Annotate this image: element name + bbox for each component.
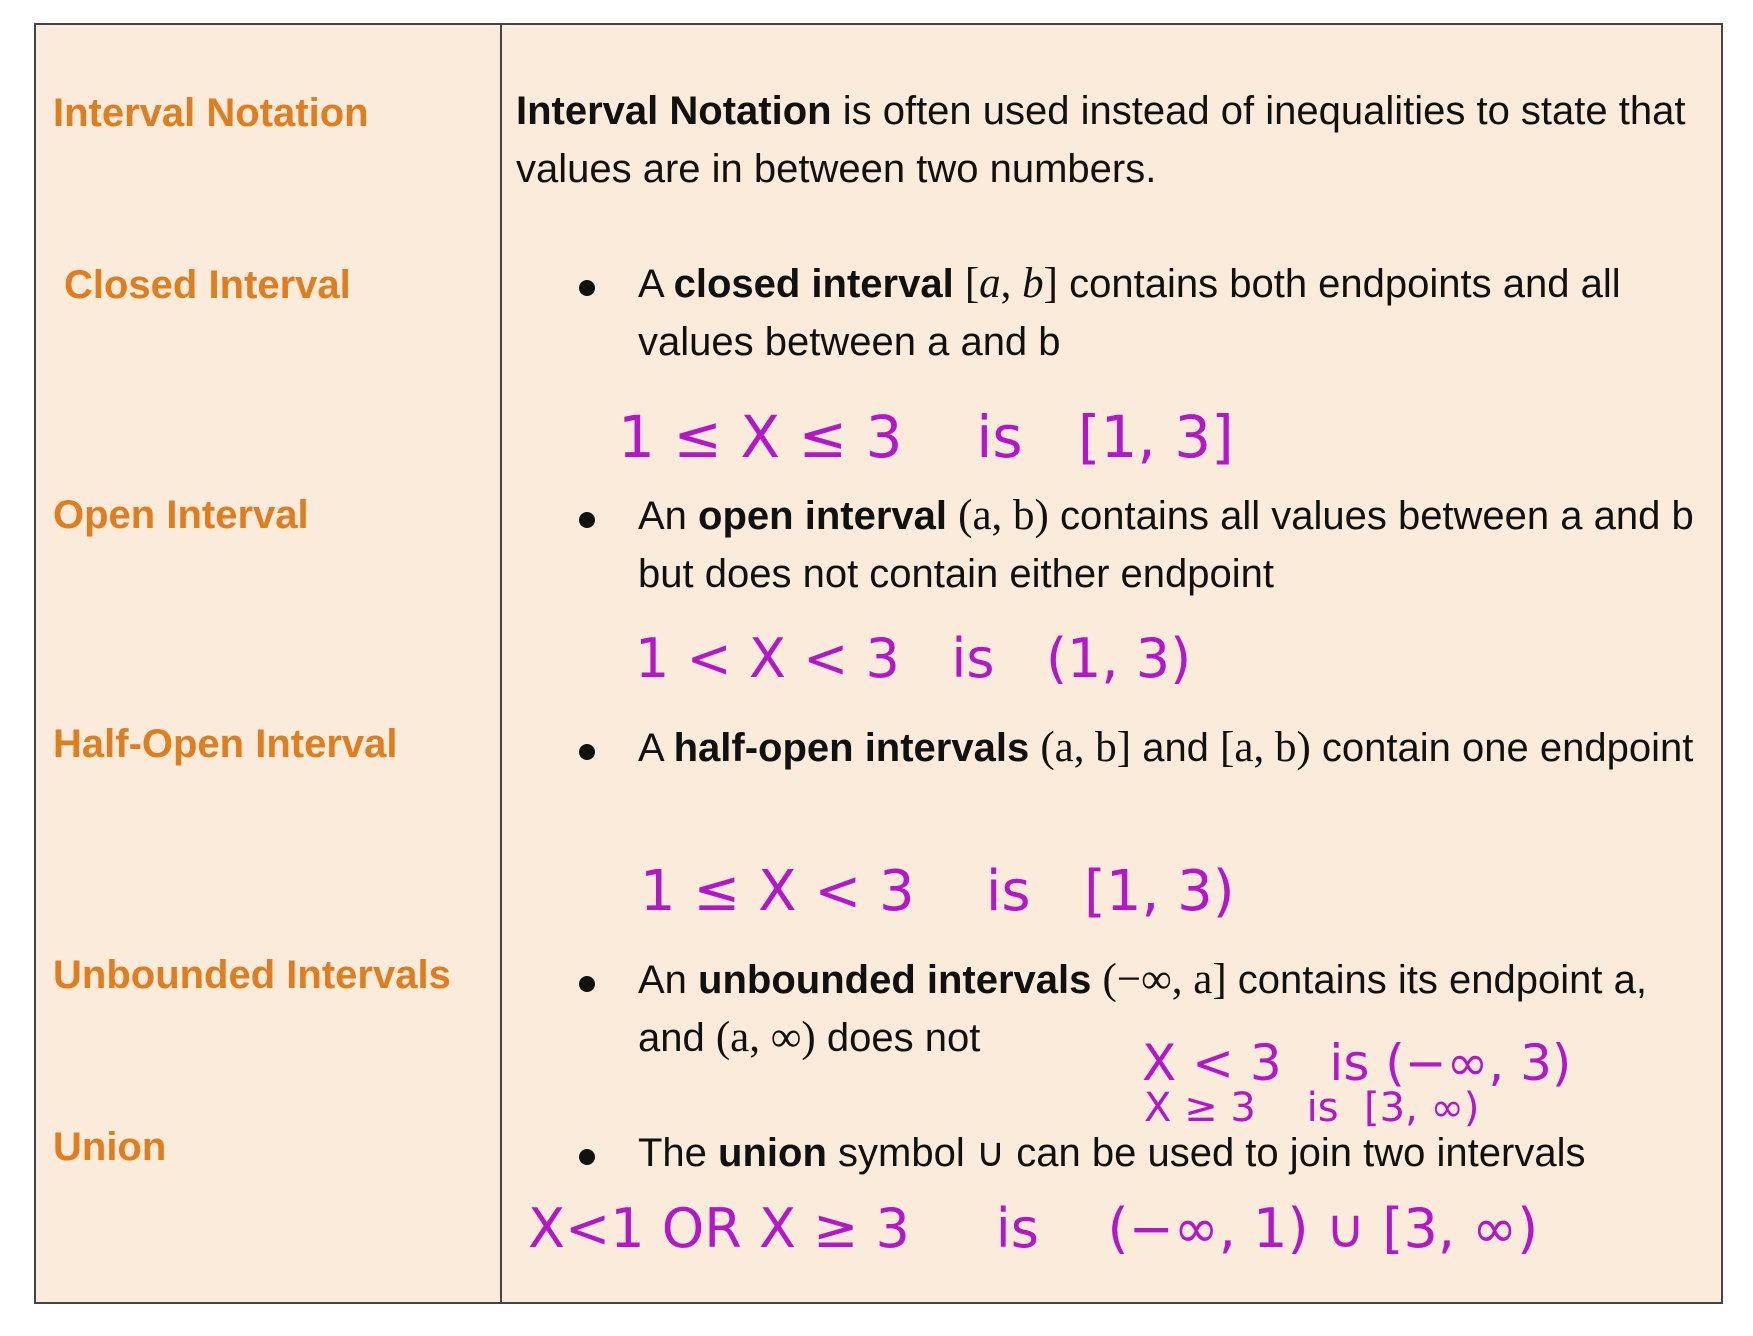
intro-bold: Interval Notation — [516, 89, 832, 133]
half-open-interval-paragraph — [638, 719, 1713, 777]
half-open-mid: and — [1131, 726, 1221, 770]
bullet-half-open — [579, 744, 595, 760]
term-closed-interval: Closed Interval — [64, 263, 351, 307]
closed-pre: A — [638, 262, 674, 306]
half-open-bold: half-open intervals — [673, 726, 1030, 770]
bullet-union — [579, 1149, 595, 1165]
unbounded-bold: unbounded intervals — [698, 958, 1092, 1002]
bullet-open — [579, 512, 595, 528]
closed-math-open: [ — [964, 260, 980, 307]
unbounded-math-1: (−∞, a] — [1102, 956, 1227, 1003]
half-open-math-1: (a, b] — [1040, 724, 1132, 771]
half-open-math-2: [a, b) — [1220, 724, 1311, 771]
term-open-interval: Open Interval — [53, 493, 309, 537]
unbounded-math-2: (a, ∞) — [715, 1014, 816, 1061]
bullet-closed — [579, 280, 595, 296]
handwritten-half-open-example: 1 ≤ X < 3 is [1, 3) — [640, 859, 1235, 924]
closed-bold: closed interval — [673, 262, 954, 306]
half-open-rest: contain one endpoint — [1310, 726, 1694, 770]
term-interval-notation: Interval Notation — [53, 91, 369, 135]
handwritten-open-example: 1 < X < 3 is (1, 3) — [635, 627, 1192, 690]
closed-math-comma: , — [1000, 260, 1023, 307]
closed-math-a: a — [979, 260, 1001, 307]
closed-math-close: ] — [1043, 260, 1058, 307]
handwritten-unbounded-example-1: X < 3 is (−∞, 3) — [1142, 1034, 1572, 1092]
term-unbounded-intervals: Unbounded Intervals — [53, 953, 451, 997]
handwritten-unbounded-example-2: X ≥ 3 is [3, ∞) — [1144, 1085, 1480, 1131]
unbounded-rest: does not — [815, 1016, 981, 1060]
closed-rest: contains both endpoints and all values between a and b — [638, 262, 1621, 364]
open-rest: contains all values between a and b but does not contain either endpoint — [638, 494, 1694, 596]
open-math: (a, b) — [958, 492, 1049, 539]
open-interval-paragraph — [638, 487, 1713, 603]
union-rest: can be used to join two intervals — [1005, 1131, 1586, 1175]
term-half-open-interval: Half-Open Interval — [53, 722, 398, 766]
intro-paragraph — [516, 82, 1711, 198]
half-open-pre: A — [638, 726, 674, 770]
unbounded-mid: contains its endpoint a, and — [638, 958, 1647, 1060]
term-union: Union — [53, 1125, 167, 1169]
union-paragraph — [638, 1124, 1713, 1182]
union-mid: symbol — [826, 1131, 976, 1175]
column-divider — [500, 23, 502, 1304]
union-symbol: ∪ — [975, 1131, 1006, 1175]
open-bold: open interval — [698, 494, 947, 538]
intro-text: is often used instead of inequalities to state that values are in between two numbers. — [516, 89, 1686, 191]
union-bold: union — [718, 1131, 827, 1175]
union-pre: The — [638, 1131, 719, 1175]
bullet-unbounded — [579, 976, 595, 992]
unbounded-pre: An — [638, 958, 699, 1002]
handwritten-union-example: X<1 OR X ≥ 3 is (−∞, 1) ∪ [3, ∞) — [528, 1197, 1539, 1260]
handwritten-closed-example: 1 ≤ X ≤ 3 is [1, 3] — [618, 403, 1234, 471]
closed-interval-paragraph — [638, 255, 1713, 371]
open-pre: An — [638, 494, 699, 538]
closed-math — [965, 260, 1058, 307]
closed-math-b: b — [1022, 260, 1044, 307]
